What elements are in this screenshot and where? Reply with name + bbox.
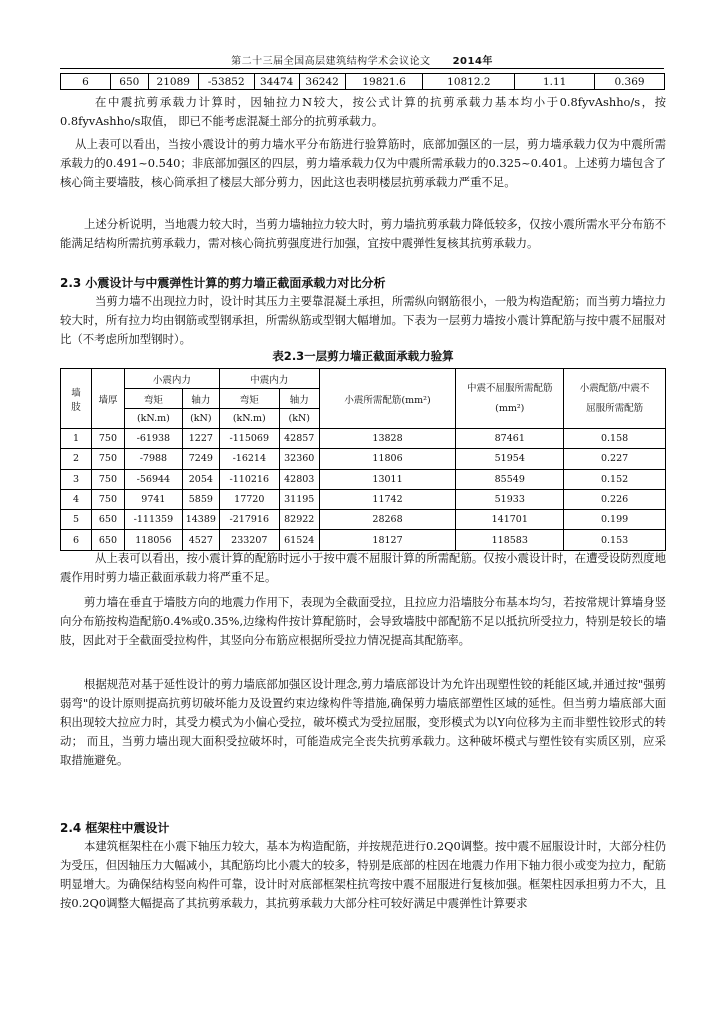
table-cell: 141701 (456, 510, 564, 530)
table-cell: 34474 (254, 74, 299, 90)
table-cell: 10812.2 (423, 74, 515, 90)
table-cell: 0.226 (564, 489, 666, 509)
table-cell: 750 (91, 489, 124, 509)
header-axial: 轴力 (182, 389, 219, 409)
header-mid-required-rebar: 中震不屈服所需配筋(mm²) (456, 369, 564, 429)
table-cell: 6 (61, 530, 92, 550)
continued-table-row (60, 73, 665, 90)
table-cell: 650 (91, 530, 124, 550)
paragraph-ductility-design: 根据规范对基于延性设计的剪力墙底部加强区设计理念,剪力墙底部设计为允许出现塑性铰的耗能区域,并通过按"强剪弱弯"的设计原则提高抗剪切破坏能力及设置约束边缘构件等措施,确保剪力墙底部塑性区域的延性。但当剪力墙底部大面积出现较大拉应力时，其受力模式为小偏心受拉，破坏模式为受拉屈服，变形模式为以Y向位移为主而非塑性铰形式的转动； 而且，当剪力墙出现大面积受拉破坏时，可能造成完全丧失抗剪承载力。这种破坏模式与塑性铰有实质区别，应采取措施避免。 (60, 677, 667, 767)
table-cell: 1.11 (515, 74, 595, 90)
paragraph-wall-tension: 当剪力墙不出现拉力时，设计时其压力主要靠混凝土承担，所需纵向钢筋很小，一般为构造配筋；而当剪力墙拉力较大时，所有拉力均由钢筋或型钢承担，所需纵筋或型钢大幅增加。下表为一层剪力墙按小震计算配筋与按中震不屈服对比（不考虑所加型钢时）。 (60, 294, 666, 346)
table-cell: 32360 (279, 449, 319, 469)
paragraph-full-section-tension: 剪力墙在垂直于墙肢方向的地震力作用下，表现为全截面受拉，且拉应力沿墙肢分布基本均匀，若按常规计算墙身竖向分布筋按构造配筋0.4%或0.35%,边缘构件按计算配筋时，会导致墙肢中部配筋不足以抵抗所受拉力，特别是较长的墙肢，因此对于全截面受拉构件，其竖向分布筋应根据所受拉力情况提高其配筋率。 (60, 595, 666, 647)
table-cell: 5 (61, 510, 92, 530)
table-row (61, 429, 666, 449)
paragraph-frame-columns: 本建筑框架柱在小震下轴压力较大，基本为构造配筋，并按规范进行0.2Q0调整。按中震不屈服设计时，大部分柱仍为受压，但因轴压力大幅减小，其配筋均比小震大的较多，特别是底部的柱因在地震力作用下轴力很小或变为拉力，配筋明显增大。为确保结构竖向构件可靠，设计时对底部框架柱抗弯按中震不屈服进行复核加强。框架柱因承担剪力不大，且按0.2Q0调整大幅提高了其抗剪承载力，其抗剪承载力大部分柱可较好满足中震弹性计算要求 (60, 839, 666, 910)
header-small-required-rebar: 小震所需配筋(mm²) (319, 369, 456, 429)
table-row (61, 449, 666, 469)
table-cell: 13828 (319, 429, 456, 449)
table-cell: 118056 (124, 530, 182, 550)
table-caption: 表2.3一层剪力墙正截面承载力验算 (272, 349, 454, 363)
table-cell: 0.227 (564, 449, 666, 469)
table-cell: 51954 (456, 449, 564, 469)
table-cell: 750 (91, 429, 124, 449)
header-unit-axial: (kN) (279, 409, 319, 429)
header-year: 2014年 (452, 56, 493, 67)
table-cell: 11806 (319, 449, 456, 469)
table-cell: 42803 (279, 469, 319, 489)
table-cell: 750 (91, 469, 124, 489)
table-cell: 0.152 (564, 469, 666, 489)
table-row (61, 469, 666, 489)
wall-capacity-table (60, 368, 666, 551)
table-cell: 5859 (182, 489, 219, 509)
table-row (61, 530, 666, 550)
table-cell: 19821.6 (345, 74, 423, 90)
table-cell: 61524 (279, 530, 319, 550)
header-axial: 轴力 (279, 389, 319, 409)
table-cell: 3 (61, 469, 92, 489)
table-cell: 118583 (456, 530, 564, 550)
table-cell: 0.153 (564, 530, 666, 550)
table-cell: 6 (61, 74, 111, 90)
table-cell: 650 (110, 74, 148, 90)
table-cell: 13011 (319, 469, 456, 489)
paragraph-table-analysis: 从上表可以看出，当按小震设计的剪力墙水平分布筋进行验算筋时，底部加强区的一层，剪力墙承载力仅为中震所需承载力的0.491~0.540；非底部加强区的四层，剪力墙承载力仅为中震所需承载力的0.325~0.401。上述剪力墙包含了核心筒主要墙肢，核心筒承担了楼层大部分剪力，因此这也表明楼层抗剪承载力严重不足。 (60, 137, 666, 189)
table-cell: -110216 (219, 469, 279, 489)
table-cell: -56944 (124, 469, 182, 489)
section-heading-2-3: 2.3 小震设计与中震弹性计算的剪力墙正截面承载力对比分析 (60, 276, 386, 290)
table-cell: 0.199 (564, 510, 666, 530)
table-cell: -16214 (219, 449, 279, 469)
paragraph-shear-capacity: 在中震抗剪承载力计算时，因轴拉力N较大，按公式计算的抗剪承载力基本均小于0.8fyvAshho/s，按0.8fyvAshho/s取值， 即已不能考虑混凝土部分的抗剪承载力。 (60, 95, 666, 128)
table-cell: 233207 (219, 530, 279, 550)
table-cell: 36242 (299, 74, 345, 90)
header-pier: 墙肢 (61, 369, 92, 429)
table-cell: 1227 (182, 429, 219, 449)
table-cell: -217916 (219, 510, 279, 530)
table-cell: 4 (61, 489, 92, 509)
table-row (61, 510, 666, 530)
table-cell: -53852 (198, 74, 254, 90)
header-unit-moment: (kN.m) (219, 409, 279, 429)
table-cell: 7249 (182, 449, 219, 469)
table-cell: 4527 (182, 530, 219, 550)
table-row (61, 489, 666, 509)
table-cell: 28268 (319, 510, 456, 530)
table-cell: 750 (91, 449, 124, 469)
header-thickness: 墙厚 (91, 369, 124, 429)
header-rebar-ratio: 小震配筋/中震不屈服所需配筋 (564, 369, 666, 429)
header-mid-quake-forces: 中震内力 (219, 369, 319, 389)
table-cell: 42857 (279, 429, 319, 449)
table-cell: 21089 (148, 74, 198, 90)
table-cell: 11742 (319, 489, 456, 509)
table-cell: 650 (91, 510, 124, 530)
header-small-quake-forces: 小震内力 (124, 369, 219, 389)
header-moment: 弯矩 (124, 389, 182, 409)
table-cell: 9741 (124, 489, 182, 509)
page-header (60, 52, 664, 69)
table-cell: -111359 (124, 510, 182, 530)
table-cell: 2 (61, 449, 92, 469)
section-heading-2-4: 2.4 框架柱中震设计 (60, 821, 170, 835)
table-cell: 85549 (456, 469, 564, 489)
table-cell: -7988 (124, 449, 182, 469)
table-cell: 51933 (456, 489, 564, 509)
table-cell: 0.158 (564, 429, 666, 449)
table-cell: 14389 (182, 510, 219, 530)
table-cell: 1 (61, 429, 92, 449)
table-cell: 17720 (219, 489, 279, 509)
paragraph-table-conclusion: 从上表可以看出，按小震计算的配筋时远小于按中震不屈服计算的所需配筋。仅按小震设计时，在遭受设防烈度地震作用时剪力墙正截面承载力将严重不足。 (60, 551, 666, 584)
paragraph-summary: 上述分析说明，当地震力较大时，当剪力墙轴拉力较大时，剪力墙抗剪承载力降低较多，仅按小震所需水平分布筋不能满足结构所需抗剪承载力，需对核心筒抗剪强度进行加强，宜按中震弹性复核其抗剪承载力。 (60, 217, 666, 250)
header-unit-axial: (kN) (182, 409, 219, 429)
header-title: 第二十三届全国高层建筑结构学术会议论文 (231, 56, 431, 67)
table-cell: 2054 (182, 469, 219, 489)
table-cell: 31195 (279, 489, 319, 509)
header-unit-moment: (kN.m) (124, 409, 182, 429)
table-cell: 82922 (279, 510, 319, 530)
table-cell: 87461 (456, 429, 564, 449)
table-cell: 0.369 (595, 74, 665, 90)
table-cell: -115069 (219, 429, 279, 449)
header-moment: 弯矩 (219, 389, 279, 409)
table-cell: 18127 (319, 530, 456, 550)
table-cell: -61938 (124, 429, 182, 449)
